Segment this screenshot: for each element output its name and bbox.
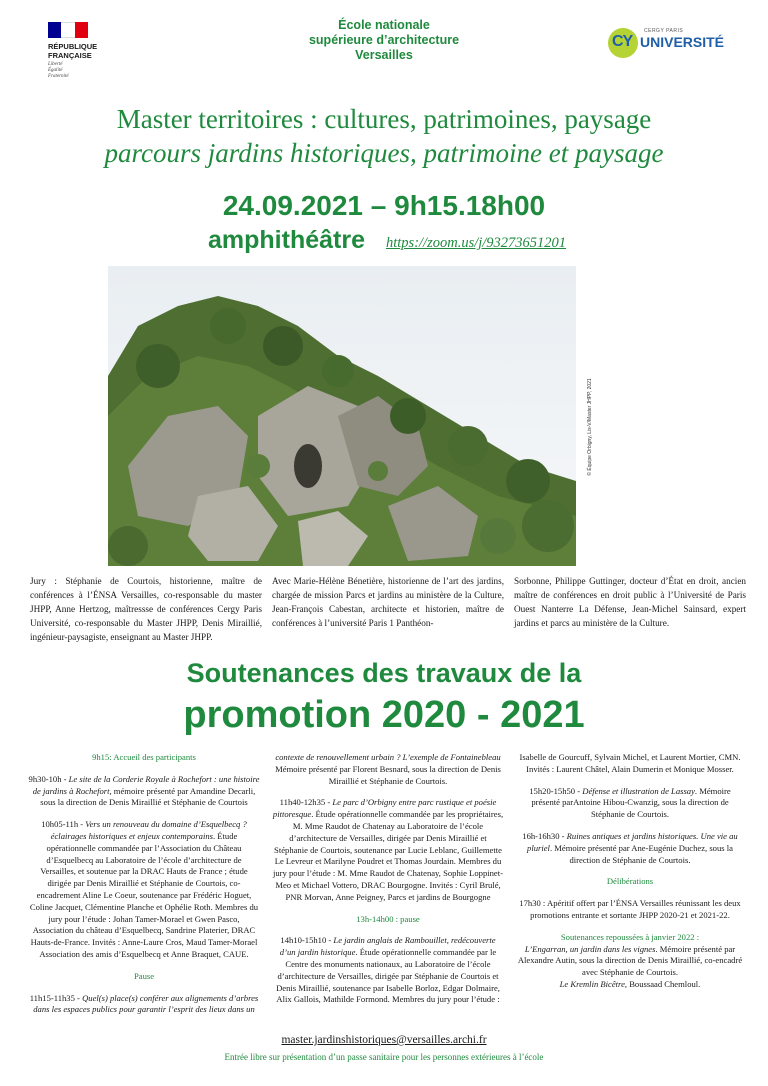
session-corderie: 9h30-10h - Le site de la Corderie Royale à Rochefort : une histoire de jardins à Rochefort, mémoire présenté par Amandine Decarli, sous la direction de Denis Miraillié et Stéphanie de Courtois xyxy=(28,773,260,808)
master-subtitle: parcours jardins historiques, patrimoine et paysage xyxy=(104,138,664,168)
postponed-item: Soutenances repoussées à janvier 2022 : L’Engarran, un jardin dans les vignes. Mémoire présenté par Alexandre Autin, sous la direction de Denis Miraillié, co-encadré avec Stéphanie de Courtois. Le Kremlin Bicêtre, Boussaad Chemloul. xyxy=(517,931,743,989)
republique-francaise-logo xyxy=(48,22,128,80)
republique-motto: Liberté Égalité Fraternité xyxy=(48,62,69,79)
zoom-link[interactable]: https://zoom.us/j/93273651201 xyxy=(386,235,567,251)
republique-francaise-text: RÉPUBLIQUE FRANÇAISE xyxy=(48,42,98,60)
welcome-item: 9h15: Accueil des participants xyxy=(92,752,196,762)
event-venue: amphithéâtre xyxy=(208,226,365,254)
tricolor-flag-icon xyxy=(48,22,88,38)
session-rambouillet-cont: Isabelle de Gourcuff, Sylvain Michel, et Laurent Mortier, CMN. Invités : Laurent Châtel, Alain Dumerin et Monique Mosser. xyxy=(519,752,741,774)
school-name: École nationale supérieure d’architecture Versailles xyxy=(308,18,460,62)
aperitif-item: 17h30 : Apéritif offert par l’ÉNSA Versailles réunissant les deux promotions entrante et sortante JHPP 2020-21 et 2021-22. xyxy=(519,898,741,920)
programme-column-3 xyxy=(514,752,746,1001)
pause-item: Pause xyxy=(133,970,155,981)
session-alignements: 11h15-11h35 - Quel(s) place(s) conférer aux alignements d’arbres dans les espaces publics pour garantir l’esprit des lieux dans un xyxy=(29,992,259,1015)
contact-email[interactable]: master.jardinshistoriques@versailles.archi.fr xyxy=(281,1034,487,1046)
jury-column-3: Sorbonne, Philippe Guttinger, docteur d’État en droit, ancien maître de conférences en droit public à l’Université de Paris Ouest Nanterre La Défense, Jean-Michel Sainsard, expert jardins et parcs au ministère de la Culture. xyxy=(514,576,746,628)
event-date: 24.09.2021 – 9h15.18h00 xyxy=(222,190,546,221)
programme-column-1 xyxy=(28,752,260,1026)
cy-universite-logo xyxy=(608,24,725,58)
venue-row xyxy=(208,226,628,258)
deliberations-item: Délibérations xyxy=(606,876,654,887)
jury-column-2: Avec Marie-Hélène Bénetière, historienne de l’art des jardins, chargée de mission Parcs et jardins au ministère de la Culture, Jean-François Cabestan, architecte et historien, maître de conférences à l’université Paris 1 Panthéon- xyxy=(272,576,504,628)
master-title: Master territoires : cultures, patrimoines, paysage xyxy=(116,104,652,134)
session-ruines: 16h-16h30 - Ruines antiques et jardins historiques. Une vie au pluriel. Mémoire présenté par Ane-Eugénie Duchez, sous la direction de Stéphanie de Courtois. xyxy=(522,830,738,865)
entry-notice: Entrée libre sur présentation d’un passe sanitaire pour les personnes extérieures à l’école xyxy=(224,1052,544,1062)
lunch-item: 13h-14h00 : pause xyxy=(356,913,420,924)
session-orbigny: 11h40-12h35 - Le parc d’Orbigny entre parc rustique et poésie pittoresque. Étude opérationnelle commandée par les propriétaires, M. Mme Raudot de Chatenay au Laboratoire de l’école d’architecture de Versailles, dirigée par Denis Miraillié et Stéphanie de Courtois, soutenance par Lucie Leblanc, Guillemette Le Levreur et Marilyne Poudret et Thomas Jourdain. Membres du jury pour l’étude : M. Mme Raudot de Chatenay, Sophie Loppinet-Meo et Michael Vottero, DRAC Bourgogne. Invités : Cyril Brulé, PNR Morvan, Anne Peigney, Parcs et jardins de Bourgogne xyxy=(272,797,504,902)
programme-column-2 xyxy=(272,752,504,1016)
landscape-photo xyxy=(108,266,576,566)
soutenances-heading: Soutenances des travaux de la xyxy=(186,658,582,688)
photo-credit: © Équipe Orbigny, Lis-V/Master JHPP, 2021 xyxy=(587,378,593,476)
cy-letters: CY xyxy=(612,33,633,50)
session-lassay: 15h20-15h50 - Défense et illustration de Lassay. Mémoire présenté parAntoine Hibou-Cwanzig, sous la direction de Stéphanie de Courtois. xyxy=(529,785,731,820)
session-alignements-cont: contexte de renouvellement urbain ? L’exemple de Fontainebleau Mémoire présenté par Florent Besnard, sous la direction de Denis Miraillié et Stéphanie de Courtois. xyxy=(275,752,501,786)
promotion-heading: promotion 2020 - 2021 xyxy=(183,694,585,736)
session-rambouillet: 14h10-15h10 - Le jardin anglais de Rambouillet, redécouverte d’un jardin historique. Étude opérationnelle commandée par le Centre des monuments nationaux, au Laboratoire de l’école d’architecture de Versailles, dirigée par Stéphanie de Courtois et Denis Miraillié, soutenance par Isabelle Borloz, Edgar Dolmaire, Alix Gallois, Mathilde Formond. Membres du jury pour l’étude : xyxy=(276,935,500,1005)
cy-small-text: CERGY PARIS xyxy=(644,28,684,34)
session-esquelbecq: 10h05-11h - Vers un renouveau du domaine d’Esquelbecq ? éclairages historiques et enjeux contemporains. Étude opérationnelle commandée par l’Association du Château d’Esquelbecq au Laboratoire de l’école d’architecture de Versailles, et soutenue par la DRAC Hauts de France ; étude dirigée par Denis Miraillié et Stéphanie de Courtois, co-encadrement Aline Le Coeur, soutenance par Frédéric Hoguet, Coline Jacquet, Clémentine Planche et Ophélie Roth. Membres du jury pour l’étude : Johan Tamer-Morael et Gwen Pasco, Association du château d’Esquelbecq, Sandrine Platerier, DRAC Hauts-de-France. Invités : Anne-Laure Cros, Maud Tamer-Morael Association des amis d’Esquelbecq et Anne Braquet, CAUE. xyxy=(29,819,259,959)
jury-column-1: Jury : Stéphanie de Courtois, historienne, maître de conférences à l’ÉNSA Versailles, co-responsable du master JHPP, Anne Hertzog, maîtressse de conférences Cergy Paris Université, co-responsable du Master JHPP, Denis Miraillié, ingénieur-paysagiste, enseignant au Master JHPP. xyxy=(30,576,262,642)
cy-universite-text: UNIVERSITÉ xyxy=(640,34,725,50)
